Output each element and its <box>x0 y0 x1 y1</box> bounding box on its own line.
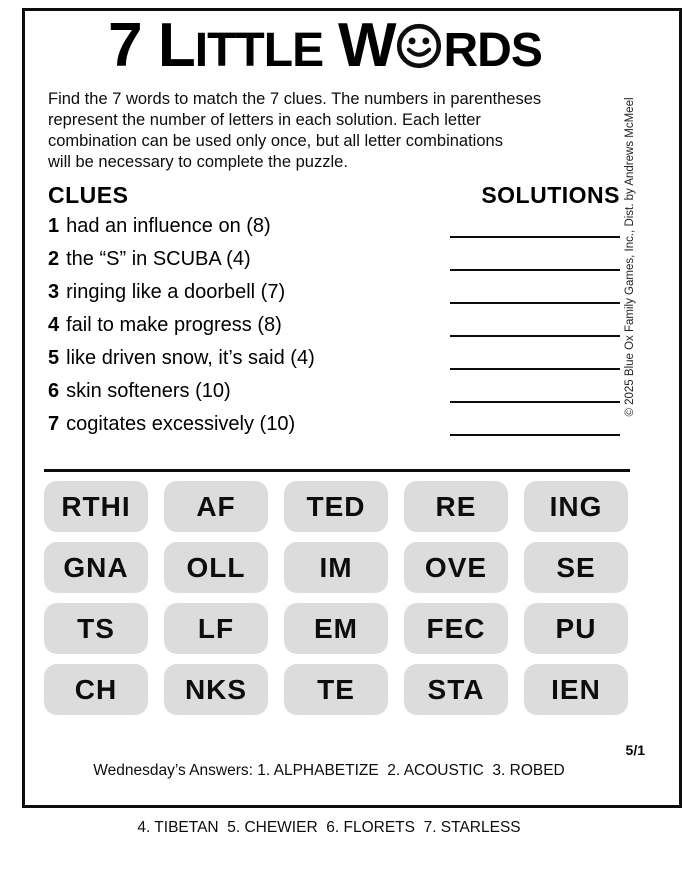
clue-text <box>48 343 315 374</box>
clue-number: 1 <box>48 215 60 237</box>
clue-list <box>48 209 620 440</box>
clue-text <box>48 277 285 308</box>
letter-tile-grid <box>44 481 628 715</box>
letter-tile[interactable]: IM <box>284 542 388 593</box>
letter-tile[interactable]: GNA <box>44 542 148 593</box>
clue-number: 4 <box>48 314 60 336</box>
clue-row <box>48 374 620 407</box>
clues-header: CLUES <box>48 182 129 208</box>
title-part-1: 7 L <box>108 11 195 80</box>
solutions-header: SOLUTIONS <box>481 182 620 208</box>
instructions-line: Find the 7 words to match the 7 clues. The numbers in parentheses <box>48 90 542 108</box>
smiley-face-o-icon <box>396 23 442 69</box>
clue-row <box>48 275 620 308</box>
letter-tile[interactable]: IEN <box>524 664 628 715</box>
section-headers <box>48 182 620 209</box>
instructions-line: represent the number of letters in each solution. Each letter <box>48 111 481 129</box>
clue-label: fail to make progress (8) <box>66 314 282 336</box>
clue-number: 2 <box>48 248 60 270</box>
letter-tile[interactable]: TED <box>284 481 388 532</box>
date-code: 5/1 <box>625 742 645 758</box>
solution-blank <box>450 236 620 238</box>
letter-tile[interactable]: TE <box>284 664 388 715</box>
title-part-2: ITTLE <box>194 24 324 77</box>
clue-row <box>48 308 620 341</box>
clue-row <box>48 209 620 242</box>
letter-tile[interactable]: FEC <box>404 603 508 654</box>
letter-tile[interactable]: CH <box>44 664 148 715</box>
instructions-line: will be necessary to complete the puzzle. <box>48 153 348 171</box>
letter-tile[interactable]: RE <box>404 481 508 532</box>
letter-tile[interactable]: OVE <box>404 542 508 593</box>
previous-answers-line: 4. TIBETAN 5. CHEWIER 6. FLORETS 7. STARLESS <box>137 819 521 836</box>
title-part-4: RDS <box>443 24 542 77</box>
clue-text <box>48 310 282 341</box>
solution-blank <box>450 434 620 436</box>
letter-tile[interactable]: LF <box>164 603 268 654</box>
instructions <box>48 89 623 173</box>
clue-row <box>48 242 620 275</box>
previous-answers-line: Wednesday’s Answers: 1. ALPHABETIZE 2. ACOUSTIC 3. ROBED <box>93 762 565 779</box>
clue-label: ringing like a doorbell (7) <box>66 281 286 303</box>
clue-text <box>48 409 295 440</box>
clue-label: the “S” in SCUBA (4) <box>66 248 251 270</box>
letter-tile[interactable]: NKS <box>164 664 268 715</box>
solution-blank <box>450 401 620 403</box>
clue-text <box>48 376 231 407</box>
title-part-3: W <box>337 11 396 80</box>
letter-tile[interactable]: OLL <box>164 542 268 593</box>
solution-blank <box>450 302 620 304</box>
letter-tile[interactable]: STA <box>404 664 508 715</box>
section-divider <box>44 469 630 472</box>
letter-tile[interactable]: ING <box>524 481 628 532</box>
letter-tile[interactable]: SE <box>524 542 628 593</box>
previous-answers <box>34 723 624 875</box>
clue-label: skin softeners (10) <box>66 380 231 402</box>
solution-blank <box>450 269 620 271</box>
clue-number: 5 <box>48 347 60 369</box>
solution-blank <box>450 335 620 337</box>
copyright-credit: © 2025 Blue Ox Family Games, Inc., Dist. by Andrews McMeel <box>624 97 636 417</box>
clue-number: 3 <box>48 281 60 303</box>
letter-tile[interactable]: RTHI <box>44 481 148 532</box>
clue-label: like driven snow, it’s said (4) <box>66 347 315 369</box>
clue-row <box>48 341 620 374</box>
clue-number: 6 <box>48 380 60 402</box>
clue-label: cogitates excessively (10) <box>66 413 296 435</box>
clue-row <box>48 407 620 440</box>
instructions-line: combination can be used only once, but all letter combinations <box>48 132 503 150</box>
letter-tile[interactable]: TS <box>44 603 148 654</box>
letter-tile[interactable]: EM <box>284 603 388 654</box>
letter-tile[interactable]: PU <box>524 603 628 654</box>
solution-blank <box>450 368 620 370</box>
clue-label: had an influence on (8) <box>66 215 271 237</box>
clue-text <box>48 211 271 242</box>
page-title <box>30 13 620 95</box>
clue-text <box>48 244 251 275</box>
letter-tile[interactable]: AF <box>164 481 268 532</box>
clue-number: 7 <box>48 413 60 435</box>
